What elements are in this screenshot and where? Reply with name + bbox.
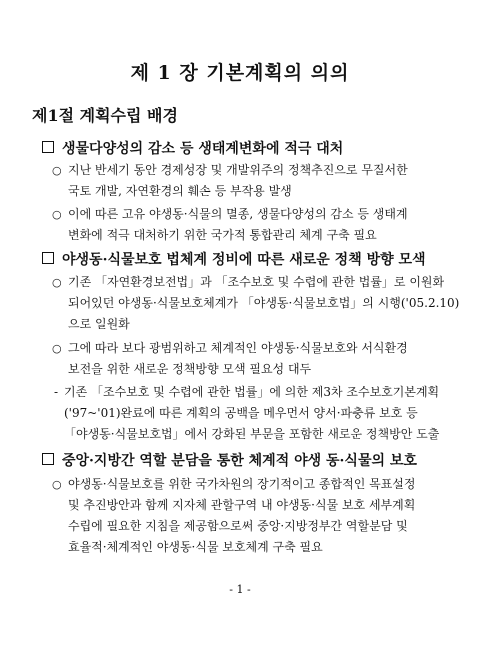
bullet-line: 변화에 적극 대처하기 위한 국가적 통합관리 체계 구축 필요 [68,228,377,242]
bullet-line: 지난 반세기 동안 경제성장 및 개발위주의 정책추진으로 무질서한 [68,163,408,177]
dash-line: 「야생동·식물보호법」에서 강화된 부문을 포함한 새로운 정책방안 도출 [64,427,440,441]
bullet-line: 으로 일원화 [68,317,130,331]
bullet-line: 보전을 위한 새로운 정책방향 모색 필요성 대두 [68,362,312,376]
circle-bullet-icon: ○ [52,276,62,289]
circle-bullet-icon: ○ [52,164,62,177]
dash-line: 기존 「조수보호 및 수렵에 관한 법률」에 의한 제3차 조수보호기본계획 [64,385,440,399]
bullet-line: 그에 따라 보다 광범위하고 체계적인 야생동·식물보호와 서식환경 [68,341,408,355]
bullet-line: 및 추진방안과 함께 지자체 관할구역 내 야생동·식물 보호 세부계획 [68,498,416,512]
heading-legal-framework [42,249,426,269]
page-number: - 1 - [229,583,251,596]
section-title: 제1절 계획수립 배경 [32,106,178,125]
heading-biodiversity [42,138,343,158]
dash-item [54,382,444,445]
bullet-item [52,160,438,202]
circle-bullet-icon: ○ [52,342,62,355]
heading-text: 야생동·식물보호 법체계 정비에 따른 새로운 정책 방향 모색 [62,252,426,268]
bullet-item [52,474,438,558]
checkbox-square-icon [42,141,54,153]
bullet-line: 효율적·체계적인 야생동·식물 보호체계 구축 필요 [68,540,323,554]
bullet-item [52,338,438,380]
heading-text: 생물다양성의 감소 등 생태계변화에 적극 대처 [62,141,344,157]
dash-bullet: - [54,385,59,399]
bullet-item [52,204,438,246]
bullet-line: 되어있던 야생동·식물보호체계가 「야생동·식물보호법」의 시행('05.2.10) [68,296,460,310]
bullet-line: 기존 「자연환경보전법」과 「조수보호 및 수렵에 관한 법률」로 이원화 [68,275,445,289]
bullet-line: 국토 개발, 자연환경의 훼손 등 부작용 발생 [68,184,292,198]
bullet-line: 야생동·식물보호를 위한 국가차원의 장기적이고 종합적인 목표설정 [68,477,416,491]
bullet-line: 이에 따른 고유 야생동·식물의 멸종, 생물다양성의 감소 등 생태계 [68,207,408,221]
circle-bullet-icon: ○ [52,208,62,221]
bullet-line: 수립에 필요한 지침을 제공함으로써 중앙·지방정부간 역할분담 및 [68,519,408,533]
chapter-title: 제 1 장 기본계획의 의의 [130,62,350,84]
circle-bullet-icon: ○ [52,478,62,491]
heading-text: 중앙·지방간 역할 분담을 통한 체계적 야생 동·식물의 보호 [62,453,417,469]
bullet-item [52,272,460,335]
checkbox-square-icon [42,252,54,264]
dash-line: ('97~'01)완료에 따른 계획의 공백을 메우먼서 양서·파충류 보호 등 [64,406,418,420]
checkbox-square-icon [42,453,54,465]
heading-central-local [42,450,417,470]
